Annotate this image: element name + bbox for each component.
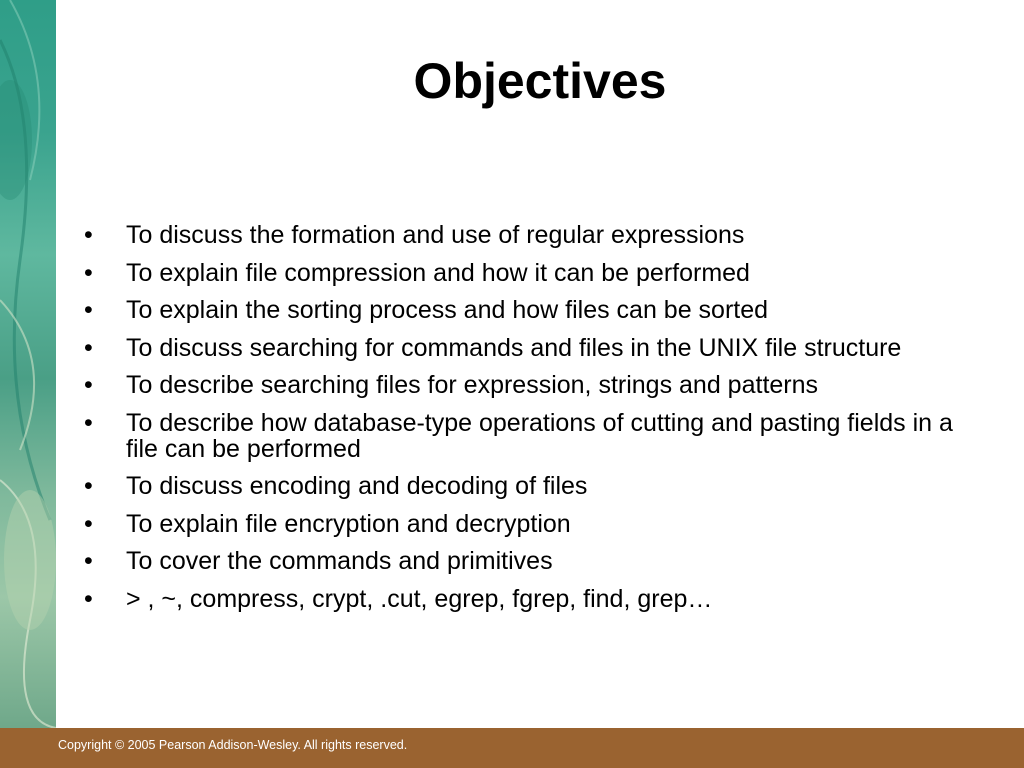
list-item-text: To cover the commands and primitives (126, 547, 553, 575)
list-item-text: To discuss searching for commands and files in the UNIX file structure (126, 333, 902, 362)
list-item-text: To describe searching files for expression, strings and patterns (126, 371, 819, 399)
list-item: • To explain file encryption and decryption (84, 509, 571, 538)
list-item: • > , ~, compress, crypt, .cut, egrep, fgrep, find, grep… (84, 584, 713, 613)
list-item: • To discuss the formation and use of regular expressions (84, 221, 745, 249)
leaf-pattern-graphic (0, 0, 56, 728)
list-item-text: > , ~, compress, crypt, .cut, egrep, fgrep, find, grep… (126, 584, 713, 613)
list-item-text: To discuss encoding and decoding of files (126, 472, 588, 500)
footer-bar (0, 728, 1024, 768)
list-item: • To discuss searching for commands and files in the UNIX file structure (84, 333, 902, 362)
list-item: • To explain the sorting process and how files can be sorted (84, 296, 769, 324)
list-item: • To describe how database-type operations of cutting and pasting fields in a file can be performed (84, 408, 953, 463)
slide-title: Objectives (413, 53, 667, 109)
list-item-text: To discuss the formation and use of regular expressions (126, 221, 745, 249)
copyright-text: Copyright © 2005 Pearson Addison-Wesley. All rights reserved. (58, 738, 408, 752)
list-item-text: To explain the sorting process and how files can be sorted (126, 296, 769, 324)
list-item: • To describe searching files for expression, strings and patterns (84, 371, 819, 399)
list-item: • To discuss encoding and decoding of files (84, 472, 588, 500)
list-item-text: To describe how database-type operations of cutting and pasting fields in a file can be performed (126, 408, 953, 463)
list-item-text: To explain file compression and how it can be performed (126, 258, 750, 287)
objectives-list (84, 222, 964, 623)
list-item: • To cover the commands and primitives (84, 547, 553, 575)
list-item-text: To explain file encryption and decryption (126, 509, 571, 538)
leaf-decoration (0, 0, 56, 728)
list-item: • To explain file compression and how it can be performed (84, 258, 750, 287)
